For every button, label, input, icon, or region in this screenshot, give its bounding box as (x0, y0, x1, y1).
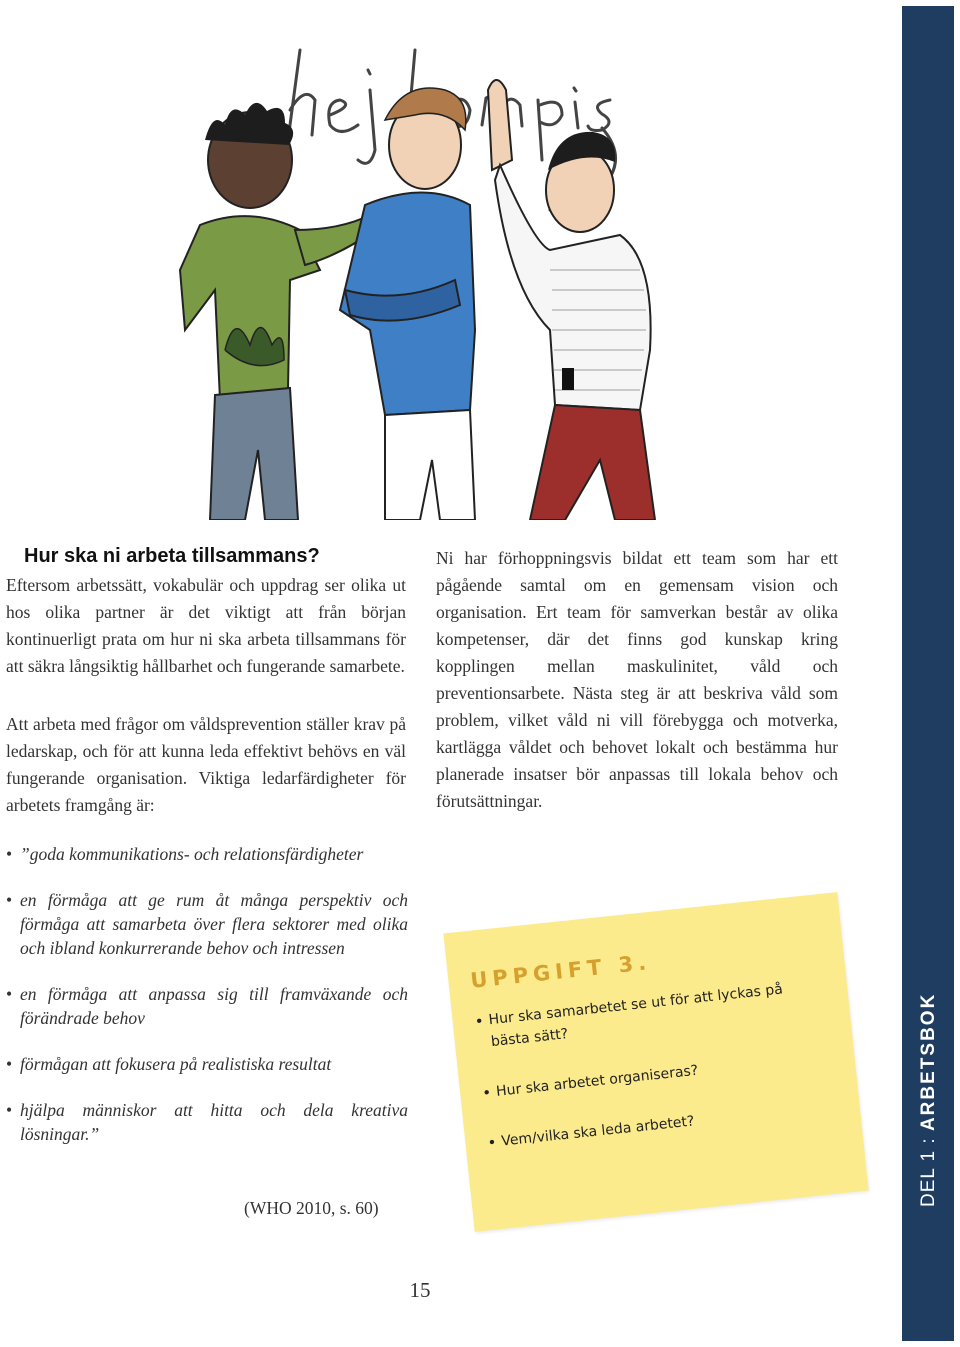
sidebar-label-prefix: DEL 1 : (918, 1131, 939, 1207)
quote-item (6, 888, 408, 960)
quote-item-text: en förmåga att anpassa sig till framväxande och förändrade behov (20, 984, 408, 1028)
task-sticky-note (443, 892, 868, 1232)
quote-item (6, 1098, 408, 1146)
right-figure (488, 80, 655, 520)
task-question: • Vem/vilka ska leda arbetet? (486, 1098, 816, 1154)
bullet-icon: • (6, 844, 13, 864)
page-number: 15 (409, 1278, 431, 1302)
sidebar-label (910, 977, 948, 1207)
quote-item-text: ”goda kommunikations- och relationsfärdigheter (20, 844, 364, 864)
quote-item-text: förmågan att fokusera på realistiska resultat (20, 1054, 332, 1074)
task-question-list (474, 976, 820, 1182)
quote-item (6, 982, 408, 1030)
quote-item (6, 842, 408, 866)
middle-figure (340, 88, 475, 520)
quote-list (6, 842, 408, 1168)
quote-item (6, 1052, 408, 1076)
bullet-icon: • (6, 1100, 13, 1120)
quote-item-text: hjälpa människor att hitta och dela kreativa lösningar.” (20, 1100, 408, 1144)
quote-citation: (WHO 2010, s. 60) (244, 1198, 379, 1218)
bullet-icon: • (6, 984, 13, 1004)
task-title: UPPGIFT 3. (469, 950, 653, 993)
intro-paragraph: Eftersom arbetssätt, vokabulär och uppdrag ser olika ut hos olika partner är det viktigt att från början kontinuerligt prata om hur ni ska arbeta tillsammans för att säkra långsiktig hållbarhet och fungerande samarbete. (6, 575, 406, 676)
task-question: • Hur ska samarbetet se ut för att lyckas på bästa sätt? (474, 976, 807, 1054)
section-heading: Hur ska ni arbeta tillsammans? (24, 545, 320, 567)
leadership-paragraph: Att arbeta med frågor om våldsprevention ställer krav på ledarskap, och för att kunna leda effektivt behövs en väl fungerande organisation. Viktiga ledarfärdigheter för arbetets framgång är: (6, 714, 406, 815)
task-question: • Hur ska arbetet organiseras? (481, 1048, 811, 1104)
sidebar-label-bold: ARBETSBOK (918, 992, 939, 1132)
illustration-three-men (170, 30, 690, 520)
bullet-icon: • (6, 890, 13, 910)
team-paragraph: Ni har förhoppningsvis bildat ett team som har ett pågående samtal om en gemensam vision och organisation. Ert team för samverkan består av olika kompetenser, där det finns god kunskap kring kopplingen mellan maskulinitet, våld och preventionsarbete. Nästa steg är att beskriva våld som problem, vilket våld ni vill förebygga och motverka, kartlägga våldet och behovet lokalt och bestämma hur planerade insatser bör anpassas till lokala behov och förutsättningar. (436, 548, 838, 811)
quote-item-text: en förmåga att ge rum åt många perspektiv och förmåga att samarbeta över flera sektorer med olika och ibland konkurrerande behov och intressen (20, 890, 408, 958)
bullet-icon: • (6, 1054, 13, 1074)
